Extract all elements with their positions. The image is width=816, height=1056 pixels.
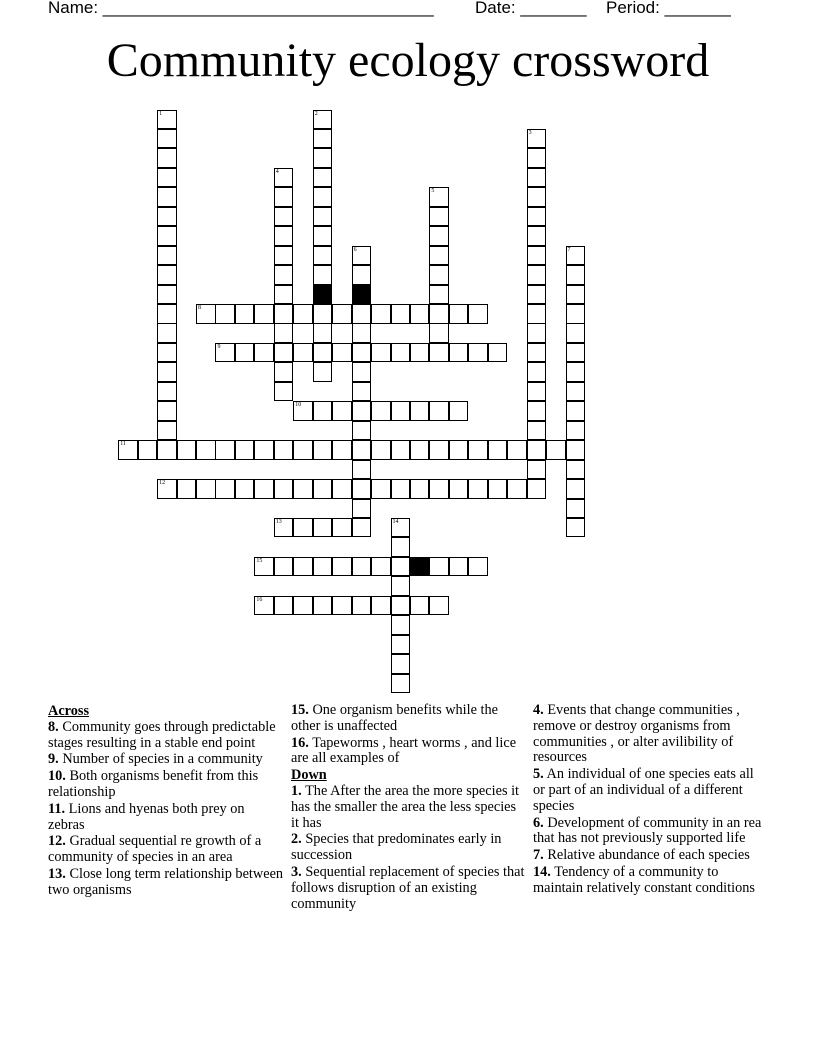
crossword-cell[interactable]	[371, 304, 391, 324]
clue-across-13	[48, 867, 284, 899]
name-field-label[interactable]: Name: ___________________________________	[48, 0, 434, 17]
crossword-cell[interactable]	[527, 148, 547, 168]
crossword-cell[interactable]	[157, 148, 177, 168]
crossword-cell[interactable]	[157, 168, 177, 188]
crossword-cell[interactable]	[157, 110, 177, 130]
crossword-cell[interactable]	[235, 479, 255, 499]
clue-across-11	[48, 802, 284, 834]
black-square	[352, 285, 372, 305]
crossword-cell[interactable]	[332, 304, 352, 324]
crossword-cell[interactable]	[235, 440, 255, 460]
clue-down-14	[533, 865, 769, 897]
crossword-cell[interactable]	[546, 440, 566, 460]
crossword-cell[interactable]	[527, 460, 547, 480]
crossword-cell[interactable]	[391, 401, 411, 421]
crossword-cell[interactable]	[157, 323, 177, 343]
clue-number-label: 7	[567, 246, 571, 253]
crossword-cell[interactable]	[313, 479, 333, 499]
crossword-cell[interactable]	[352, 518, 372, 538]
crossword-cell[interactable]	[157, 362, 177, 382]
crossword-cell[interactable]	[468, 479, 488, 499]
crossword-cell[interactable]	[391, 518, 411, 538]
crossword-cell[interactable]	[274, 265, 294, 285]
clue-down-1	[291, 784, 527, 831]
crossword-cell[interactable]	[352, 440, 372, 460]
crossword-cell[interactable]	[274, 440, 294, 460]
crossword-cell[interactable]	[352, 362, 372, 382]
crossword-cell[interactable]	[527, 421, 547, 441]
clue-number-label: 13	[275, 518, 282, 525]
crossword-cell[interactable]	[157, 187, 177, 207]
crossword-cell[interactable]	[566, 479, 586, 499]
clue-number: 6.	[533, 814, 544, 831]
crossword-cell[interactable]	[527, 187, 547, 207]
crossword-cell[interactable]	[313, 362, 333, 382]
crossword-cell[interactable]	[313, 187, 333, 207]
crossword-cell[interactable]	[527, 168, 547, 188]
crossword-cell[interactable]	[235, 304, 255, 324]
crossword-cell[interactable]	[254, 596, 274, 616]
crossword-cell[interactable]	[391, 596, 411, 616]
crossword-cell[interactable]	[157, 265, 177, 285]
clue-number-label: 11	[120, 441, 126, 448]
crossword-cell[interactable]	[254, 557, 274, 577]
crossword-cell[interactable]	[566, 499, 586, 519]
crossword-cell[interactable]	[157, 401, 177, 421]
crossword-cell[interactable]	[527, 382, 547, 402]
clue-number: 11.	[48, 800, 66, 817]
clue-down-6	[533, 816, 769, 848]
crossword-cell[interactable]	[391, 557, 411, 577]
crossword-cell[interactable]	[429, 440, 449, 460]
crossword-cell[interactable]	[391, 654, 411, 674]
crossword-cell[interactable]	[566, 518, 586, 538]
crossword-cell[interactable]	[527, 246, 547, 266]
clue-number-label: 10	[295, 402, 302, 409]
crossword-cell[interactable]	[429, 343, 449, 363]
crossword-cell[interactable]	[313, 226, 333, 246]
crossword-cell[interactable]	[332, 479, 352, 499]
crossword-cell[interactable]	[215, 343, 235, 363]
crossword-cell[interactable]	[254, 440, 274, 460]
clue-down-2	[291, 832, 527, 864]
crossword-cell[interactable]	[157, 207, 177, 227]
crossword-cell[interactable]	[527, 129, 547, 149]
crossword-cell[interactable]	[157, 226, 177, 246]
clue-number-label: 9	[217, 343, 221, 350]
crossword-cell[interactable]	[449, 304, 469, 324]
crossword-cell[interactable]	[313, 129, 333, 149]
crossword-cell[interactable]	[352, 596, 372, 616]
crossword-cell[interactable]	[215, 479, 235, 499]
clue-column-1	[48, 703, 284, 900]
crossword-cell[interactable]	[274, 518, 294, 538]
clue-down-5	[533, 767, 769, 814]
clue-text: Lions and hyenas both prey on zebras	[48, 800, 245, 833]
crossword-cell[interactable]	[410, 479, 430, 499]
clue-number: 14.	[533, 863, 551, 880]
clue-text: Gradual sequential re growth of a community of species in an area	[48, 833, 262, 866]
crossword-cell[interactable]	[507, 479, 527, 499]
crossword-cell[interactable]	[352, 479, 372, 499]
crossword-cell[interactable]	[566, 362, 586, 382]
crossword-cell[interactable]	[566, 285, 586, 305]
crossword-cell[interactable]	[332, 440, 352, 460]
crossword-cell[interactable]	[566, 323, 586, 343]
crossword-cell[interactable]	[566, 304, 586, 324]
crossword-cell[interactable]	[391, 615, 411, 635]
black-square	[313, 285, 333, 305]
crossword-cell[interactable]	[332, 557, 352, 577]
crossword-cell[interactable]	[391, 674, 411, 694]
crossword-cell[interactable]	[371, 401, 391, 421]
crossword-cell[interactable]	[177, 440, 197, 460]
crossword-cell[interactable]	[313, 148, 333, 168]
clue-number: 8.	[48, 718, 59, 735]
clue-number-label: 12	[159, 480, 166, 487]
crossword-cell[interactable]	[410, 304, 430, 324]
crossword-cell[interactable]	[566, 343, 586, 363]
clue-number: 4.	[533, 702, 544, 718]
clue-across-9	[48, 752, 284, 768]
crossword-cell[interactable]	[527, 226, 547, 246]
crossword-cell[interactable]	[293, 518, 313, 538]
clue-number: 15.	[291, 702, 309, 718]
clue-number-label: 4	[275, 168, 279, 175]
crossword-cell[interactable]	[352, 499, 372, 519]
crossword-cell[interactable]	[488, 343, 508, 363]
clue-down-3	[291, 865, 527, 912]
crossword-cell[interactable]	[429, 226, 449, 246]
crossword-cell[interactable]	[332, 343, 352, 363]
crossword-cell[interactable]	[157, 129, 177, 149]
clue-text: Tendency of a community to maintain relatively constant conditions	[533, 863, 755, 896]
clue-number: 1.	[291, 782, 302, 799]
crossword-cell[interactable]	[196, 440, 216, 460]
crossword-cell[interactable]	[157, 246, 177, 266]
page-title: Community ecology crossword	[106, 34, 710, 87]
crossword-cell[interactable]	[274, 323, 294, 343]
crossword-cell[interactable]	[274, 207, 294, 227]
crossword-cell[interactable]	[566, 440, 586, 460]
clue-across-12	[48, 834, 284, 866]
crossword-cell[interactable]	[352, 382, 372, 402]
crossword-cell[interactable]	[391, 635, 411, 655]
crossword-cell[interactable]	[254, 479, 274, 499]
clue-number: 3.	[291, 863, 302, 880]
clue-number: 2.	[291, 831, 302, 848]
crossword-cell[interactable]	[429, 323, 449, 343]
clue-number: 16.	[291, 734, 309, 751]
crossword-cell[interactable]	[177, 479, 197, 499]
clue-text: Sequential replacement of species that follows disruption of an existing community	[291, 863, 525, 912]
crossword-cell[interactable]	[371, 596, 391, 616]
crossword-cell[interactable]	[527, 207, 547, 227]
clue-down-7	[533, 848, 769, 864]
crossword-cell[interactable]	[274, 362, 294, 382]
crossword-cell[interactable]	[157, 304, 177, 324]
clue-across-8	[48, 720, 284, 752]
crossword-cell[interactable]	[507, 440, 527, 460]
crossword-cell[interactable]	[391, 304, 411, 324]
crossword-cell[interactable]	[352, 557, 372, 577]
crossword-cell[interactable]	[274, 285, 294, 305]
crossword-cell[interactable]	[293, 304, 313, 324]
crossword-cell[interactable]	[410, 596, 430, 616]
crossword-cell[interactable]	[527, 265, 547, 285]
crossword-cell[interactable]	[468, 557, 488, 577]
clue-across-15	[291, 703, 527, 735]
crossword-cell[interactable]	[468, 343, 488, 363]
crossword-cell[interactable]	[391, 440, 411, 460]
crossword-cell[interactable]	[352, 401, 372, 421]
crossword-cell[interactable]	[274, 557, 294, 577]
clue-column-3	[533, 703, 769, 898]
crossword-cell[interactable]	[371, 440, 391, 460]
crossword-cell[interactable]	[196, 304, 216, 324]
crossword-cell[interactable]	[410, 401, 430, 421]
crossword-cell[interactable]	[274, 246, 294, 266]
crossword-cell[interactable]	[429, 285, 449, 305]
crossword-cell[interactable]	[429, 401, 449, 421]
crossword-cell[interactable]	[352, 421, 372, 441]
crossword-cell[interactable]	[274, 168, 294, 188]
crossword-cell[interactable]	[274, 596, 294, 616]
crossword-cell[interactable]	[449, 401, 469, 421]
clue-text: Close long term relationship between two organisms	[48, 865, 284, 898]
clue-across-10	[48, 769, 284, 801]
crossword-cell[interactable]	[468, 440, 488, 460]
crossword-cell[interactable]	[527, 343, 547, 363]
clue-text: Both organisms benefit from this relationship	[48, 768, 259, 800]
clue-text: An individual of one species eats all or part of an individual of a different species	[533, 766, 754, 814]
clue-text: Species that predominates early in succession	[291, 831, 502, 864]
crossword-cell[interactable]	[254, 304, 274, 324]
crossword-cell[interactable]	[157, 343, 177, 363]
crossword-cell[interactable]	[429, 557, 449, 577]
clue-number-label: 1	[159, 110, 163, 117]
clue-column-2	[291, 703, 527, 913]
crossword-cell[interactable]	[313, 168, 333, 188]
crossword-cell[interactable]	[488, 479, 508, 499]
crossword-cell[interactable]	[313, 110, 333, 130]
crossword-cell[interactable]	[352, 343, 372, 363]
crossword-cell[interactable]	[196, 479, 216, 499]
crossword-cell[interactable]	[527, 323, 547, 343]
clue-number: 10.	[48, 768, 66, 785]
crossword-cell[interactable]	[352, 265, 372, 285]
crossword-cell[interactable]	[527, 362, 547, 382]
clue-text: Community goes through predictable stages resulting in a stable end point	[48, 718, 276, 751]
crossword-cell[interactable]	[313, 323, 333, 343]
crossword-cell[interactable]	[449, 479, 469, 499]
crossword-cell[interactable]	[566, 246, 586, 266]
crossword-cell[interactable]	[352, 304, 372, 324]
crossword-cell[interactable]	[313, 304, 333, 324]
crossword-cell[interactable]	[157, 440, 177, 460]
clue-number-label: 15	[256, 557, 263, 564]
crossword-cell[interactable]	[313, 207, 333, 227]
clue-text: Development of community in an rea that has not previously supported life	[533, 814, 762, 847]
clue-number-label: 16	[256, 596, 263, 603]
crossword-cell[interactable]	[293, 440, 313, 460]
crossword-cell[interactable]	[274, 304, 294, 324]
crossword-cell[interactable]	[391, 479, 411, 499]
crossword-cell[interactable]	[293, 596, 313, 616]
crossword-cell[interactable]	[274, 479, 294, 499]
clue-number: 7.	[533, 847, 544, 864]
crossword-cell[interactable]	[313, 246, 333, 266]
crossword-cell[interactable]	[429, 304, 449, 324]
crossword-cell[interactable]	[429, 265, 449, 285]
crossword-cell[interactable]	[391, 576, 411, 596]
across-heading: Across	[48, 703, 90, 719]
crossword-cell[interactable]	[313, 557, 333, 577]
crossword-cell[interactable]	[566, 460, 586, 480]
crossword-cell[interactable]	[429, 596, 449, 616]
crossword-cell[interactable]	[157, 382, 177, 402]
clue-number-label: 3	[528, 129, 532, 136]
crossword-cell[interactable]	[527, 285, 547, 305]
date-field-label[interactable]: Date: _______	[475, 0, 587, 17]
crossword-cell[interactable]	[274, 226, 294, 246]
crossword-cell[interactable]	[332, 596, 352, 616]
crossword-cell[interactable]	[527, 401, 547, 421]
clue-number: 9.	[48, 751, 59, 768]
clue-number: 5.	[533, 766, 544, 783]
clue-text: Relative abundance of each species	[547, 847, 750, 864]
crossword-cell[interactable]	[429, 479, 449, 499]
crossword-cell[interactable]	[313, 401, 333, 421]
crossword-cell[interactable]	[138, 440, 158, 460]
crossword-cell[interactable]	[332, 401, 352, 421]
crossword-cell[interactable]	[429, 187, 449, 207]
down-heading: Down	[291, 767, 327, 784]
crossword-cell[interactable]	[215, 304, 235, 324]
crossword-cell[interactable]	[313, 518, 333, 538]
crossword-cell[interactable]	[313, 440, 333, 460]
clue-number-label: 5	[431, 188, 435, 195]
black-square	[410, 557, 430, 577]
crossword-cell[interactable]	[410, 440, 430, 460]
crossword-cell[interactable]	[352, 460, 372, 480]
crossword-cell[interactable]	[449, 440, 469, 460]
crossword-cell[interactable]	[391, 343, 411, 363]
crossword-cell[interactable]	[254, 343, 274, 363]
clue-number-label: 2	[314, 110, 318, 117]
crossword-cell[interactable]	[215, 440, 235, 460]
clue-text: Number of species in a community	[62, 751, 263, 768]
crossword-cell[interactable]	[449, 557, 469, 577]
clue-number: 12.	[48, 833, 66, 850]
clue-down-4	[533, 703, 769, 766]
crossword-cell[interactable]	[157, 285, 177, 305]
crossword-cell[interactable]	[429, 207, 449, 227]
clue-text: Tapeworms , heart worms , and lice are all examples of	[291, 734, 517, 767]
crossword-cell[interactable]	[332, 518, 352, 538]
crossword-cell[interactable]	[157, 421, 177, 441]
crossword-cell[interactable]	[449, 343, 469, 363]
crossword-cell[interactable]	[410, 343, 430, 363]
crossword-cell[interactable]	[527, 479, 547, 499]
crossword-cell[interactable]	[371, 343, 391, 363]
clue-text: One organism benefits while the other is unaffected	[291, 702, 499, 734]
crossword-cell[interactable]	[566, 265, 586, 285]
crossword-cell[interactable]	[352, 323, 372, 343]
crossword-cell[interactable]	[391, 537, 411, 557]
crossword-cell[interactable]	[313, 596, 333, 616]
crossword-cell[interactable]	[566, 401, 586, 421]
crossword-cell[interactable]	[371, 557, 391, 577]
crossword-cell[interactable]	[468, 304, 488, 324]
crossword-cell[interactable]	[371, 479, 391, 499]
crossword-cell[interactable]	[118, 440, 138, 460]
crossword-cell[interactable]	[274, 187, 294, 207]
crossword-cell[interactable]	[293, 557, 313, 577]
crossword-cell[interactable]	[293, 479, 313, 499]
clue-number-label: 14	[392, 518, 399, 525]
crossword-cell[interactable]	[429, 246, 449, 266]
crossword-cell[interactable]	[352, 246, 372, 266]
clue-number: 13.	[48, 865, 66, 882]
crossword-cell[interactable]	[527, 440, 547, 460]
crossword-cell[interactable]	[157, 479, 177, 499]
crossword-cell[interactable]	[235, 343, 255, 363]
crossword-cell[interactable]	[566, 382, 586, 402]
crossword-cell[interactable]	[274, 343, 294, 363]
crossword-cell[interactable]	[274, 382, 294, 402]
clue-number-label: 6	[353, 246, 357, 253]
clue-across-16	[291, 736, 527, 768]
clue-text: Events that change communities , remove or destroy organisms from communities , or alter avilibility of resources	[533, 702, 740, 766]
crossword-cell[interactable]	[293, 401, 313, 421]
crossword-cell[interactable]	[566, 421, 586, 441]
crossword-cell[interactable]	[488, 440, 508, 460]
clue-text: The After the area the more species it has the smaller the area the less species it has	[291, 782, 520, 831]
clue-number-label: 8	[198, 305, 201, 311]
crossword-cell[interactable]	[313, 265, 333, 285]
crossword-cell[interactable]	[293, 343, 313, 363]
period-field-label[interactable]: Period: _______	[606, 0, 731, 17]
crossword-cell[interactable]	[313, 343, 333, 363]
crossword-cell[interactable]	[527, 304, 547, 324]
